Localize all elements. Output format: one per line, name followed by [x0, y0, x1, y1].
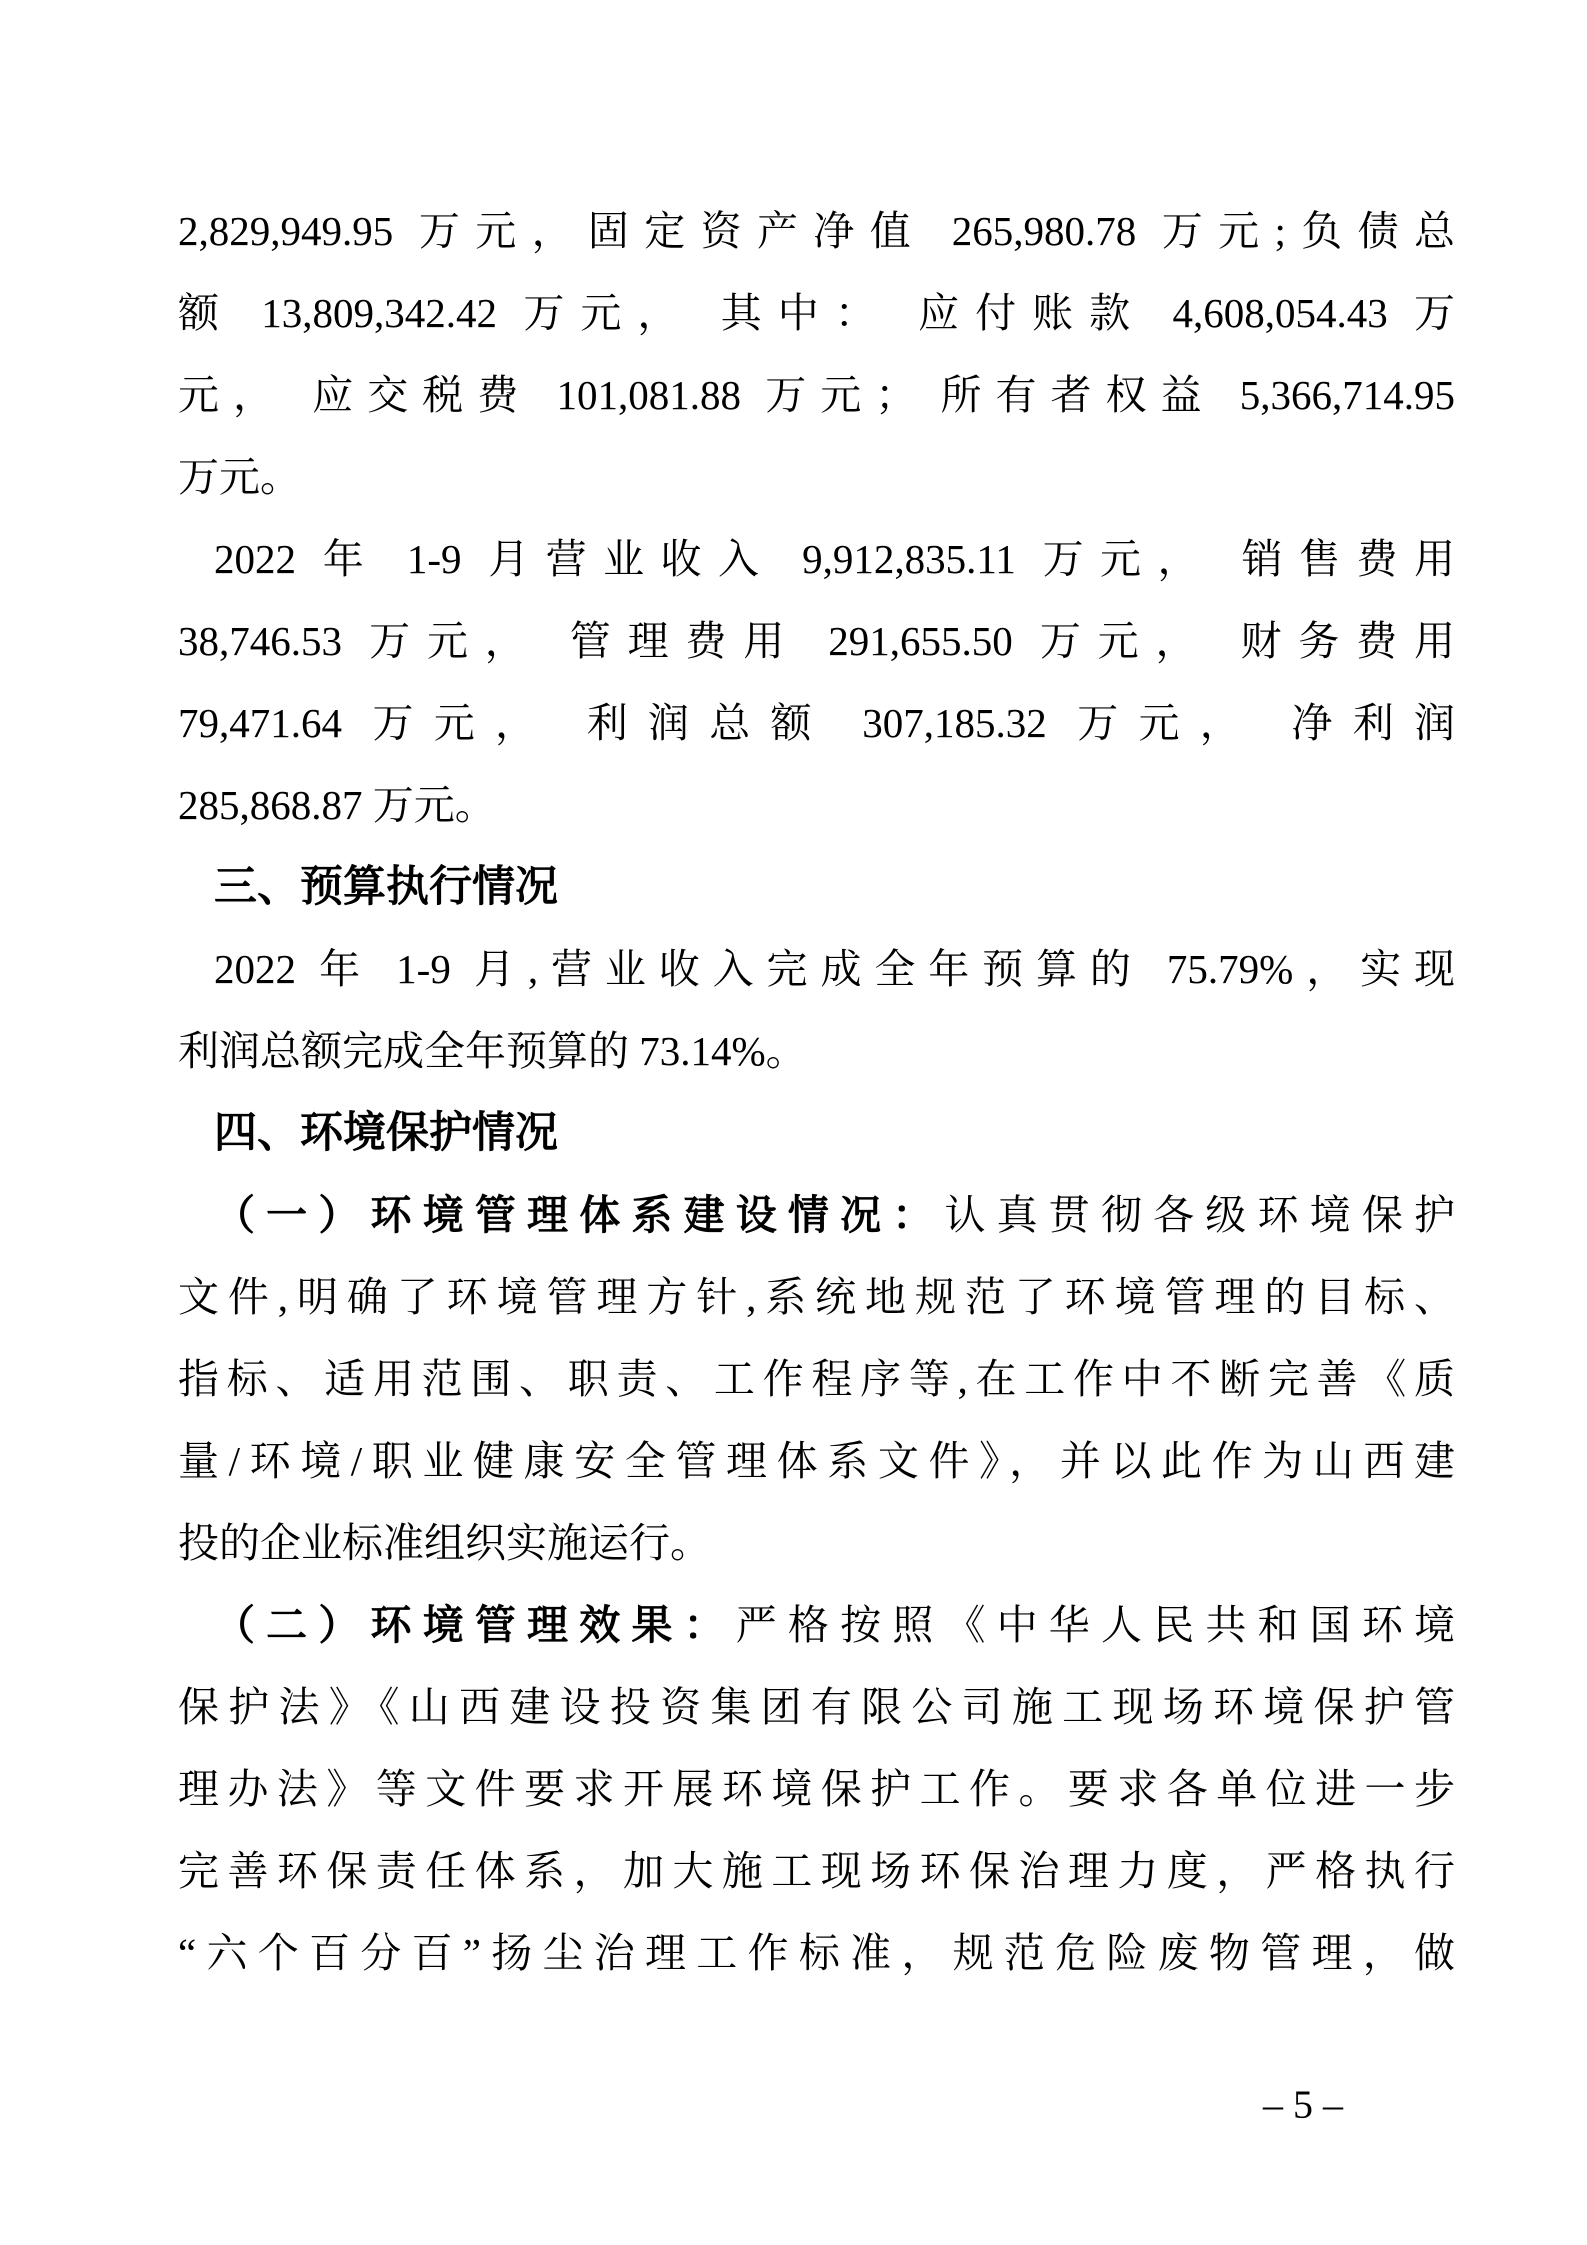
- document-body: [178, 190, 1455, 1994]
- text-line: [178, 354, 1455, 436]
- text-line: [178, 682, 1455, 764]
- text-run: 完善环保责任体系，加大施工现场环保治理力度，严格执行: [178, 1848, 1455, 1894]
- section-heading-environment: [178, 1092, 1455, 1174]
- text-run: 认真贯彻各级环境保护: [944, 1192, 1456, 1238]
- text-line: [178, 272, 1455, 354]
- text-run: 2022 年 1-9 月,营业收入完成全年预算的 75.79%，实现: [214, 946, 1455, 992]
- text-run: 理办法》等文件要求开展环境保护工作。要求各单位进一步: [178, 1766, 1455, 1812]
- text-run: 额 13,809,342.42 万元， 其中： 应付账款 4,608,054.43 万: [178, 290, 1455, 336]
- text-run: 万元。: [178, 454, 301, 500]
- text-run: 38,746.53 万元， 管理费用 291,655.50 万元， 财务费用: [178, 618, 1455, 664]
- text-run: 2022 年 1-9 月营业收入 9,912,835.11 万元， 销售费用: [214, 536, 1455, 582]
- text-run: 指标、适用范围、职责、工作程序等,在工作中不断完善《质: [178, 1356, 1455, 1402]
- text-run: 保护法》《山西建设投资集团有限公司施工现场环境保护管: [178, 1684, 1455, 1730]
- text-run: 文件,明确了环境管理方针,系统地规范了环境管理的目标、: [178, 1274, 1455, 1320]
- text-line: [178, 1584, 1455, 1666]
- text-line: [178, 1256, 1455, 1338]
- text-run: 285,868.87 万元。: [178, 782, 496, 828]
- text-run: 量/环境/职业健康安全管理体系文件》，并以此作为山西建: [178, 1438, 1455, 1484]
- text-line: [178, 1912, 1455, 1994]
- bold-run: （二）环境管理效果：: [214, 1602, 736, 1648]
- text-line: [178, 1010, 1455, 1092]
- text-line: [178, 436, 1455, 518]
- text-line: [178, 928, 1455, 1010]
- text-run: 利润总额完成全年预算的 73.14%。: [178, 1028, 807, 1074]
- text-run: 元， 应交税费 101,081.88 万元； 所有者权益 5,366,714.95: [178, 372, 1455, 418]
- text-line: [178, 1174, 1455, 1256]
- text-line: [178, 1830, 1455, 1912]
- text-line: [178, 1666, 1455, 1748]
- text-run: “六个百分百”扬尘治理工作标准，规范危险废物管理，做: [178, 1930, 1455, 1976]
- text-run: 2,829,949.95 万元，固定资产净值 265,980.78 万元;负债总: [178, 208, 1455, 254]
- heading-text: 四、环境保护情况: [214, 1109, 558, 1157]
- section-heading-budget: [178, 846, 1455, 928]
- text-run: 严格按照《中华人民共和国环境: [735, 1602, 1456, 1648]
- text-run: 79,471.64 万元， 利润总额 307,185.32 万元， 净利润: [178, 700, 1455, 746]
- text-run: 投的企业标准组织实施运行。: [178, 1520, 711, 1566]
- text-line: [178, 764, 1455, 846]
- text-line: [178, 1502, 1455, 1584]
- text-line: [178, 1420, 1455, 1502]
- text-line: [178, 518, 1455, 600]
- page-number: – 5 –: [1263, 2082, 1343, 2127]
- text-line: [178, 600, 1455, 682]
- text-line: [178, 190, 1455, 272]
- text-line: [178, 1338, 1455, 1420]
- bold-run: （一）环境管理体系建设情况：: [214, 1192, 945, 1238]
- text-line: [178, 1748, 1455, 1830]
- heading-text: 三、预算执行情况: [214, 863, 558, 911]
